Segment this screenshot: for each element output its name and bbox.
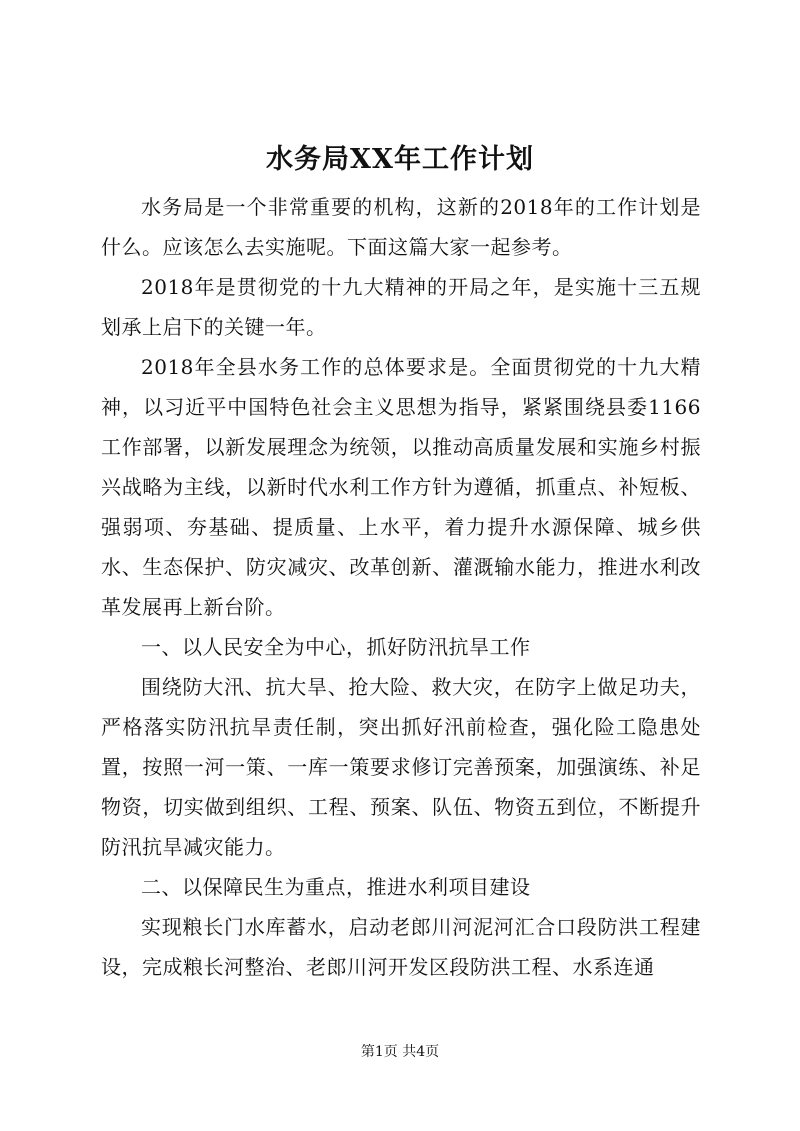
paragraph-intro: 水务局是一个非常重要的机构，这新的2018年的工作计划是什么。应该怎么去实施呢。下面这篇大家一起参考。 [101,195,701,259]
paragraph-context: 2018年是贯彻党的十九大精神的开局之年，是实施十三五规划承上启下的关键一年。 [101,275,701,339]
document-body [101,187,701,987]
section-heading-1: 一、以人民安全为中心，抓好防汛抗旱工作 [141,635,531,659]
paragraph-requirements: 2018年全县水务工作的总体要求是。全面贯彻党的十九大精神，以习近平中国特色社会主义思想为指导，紧紧围绕县委1166工作部署，以新发展理念为统领，以推动高质量发展和实施乡村振兴战略为主线，以新时代水利工作方针为遵循，抓重点、补短板、强弱项、夯基础、提质量、上水平，着力提升水源保障、城乡供水、生态保护、防灾减灾、改革创新、灌溉输水能力，推进水利改革发展再上新台阶。 [101,355,701,619]
paragraph-flood-control: 围绕防大汛、抗大旱、抢大险、救大灾，在防字上做足功夫，严格落实防汛抗旱责任制，突出抓好汛前检查，强化险工隐患处置，按照一河一策、一库一策要求修订完善预案，加强演练、补足物资，切实做到组织、工程、预案、队伍、物资五到位，不断提升防汛抗旱减灾能力。 [101,675,701,859]
section-heading-2: 二、以保障民生为重点，推进水利项目建设 [141,875,531,899]
paragraph-projects: 实现粮长门水库蓄水，启动老郎川河泥河汇合口段防洪工程建设，完成粮长河整治、老郎川河开发区段防洪工程、水系连通 [101,915,701,979]
page-footer: 第1页 共4页 [360,1044,440,1060]
document-title: 水务局XX年工作计划 [266,144,534,175]
